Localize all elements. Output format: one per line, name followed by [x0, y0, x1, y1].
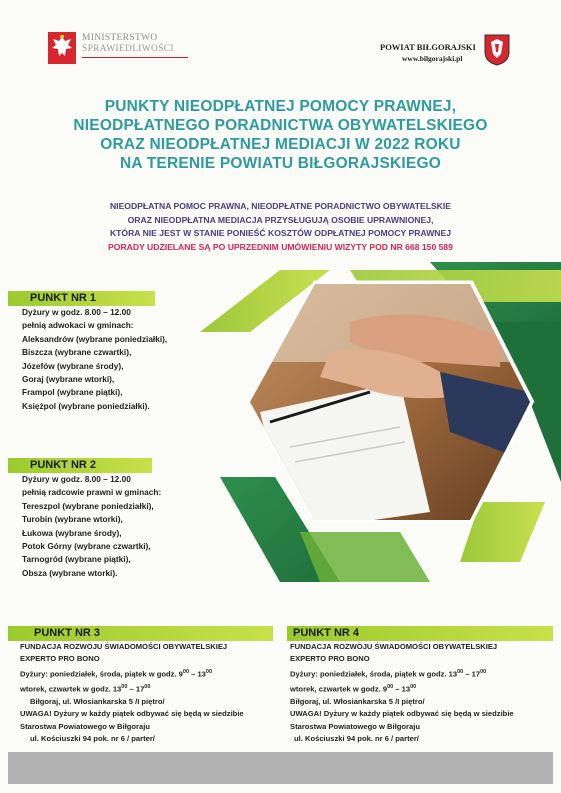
punkt-4-duty-1: Dyżury: poniedziałek, środa, piątek w godz. $13^{00} - 17^{00}$ [290, 668, 487, 679]
punkt-4-header [287, 626, 553, 641]
punkt-4-note: UWAGA! Dyżury w każdy piątek odbywać się będą w siedzibie [290, 709, 514, 719]
punkt-2-line: Tarnogród (wybrane piątki), [22, 554, 131, 565]
punkt-1-line: Biszcza (wybrane czwartki), [22, 347, 132, 358]
appointment-phone-note: PORADY UDZIELANE SĄ PO UPRZEDNIM UMÓWIENIU WIZYTY POD NR 668 150 589 [108, 241, 453, 252]
punkt-1-line: Księżpol (wybrane poniedziałki). [22, 400, 150, 411]
title-line4: NA TERENIE POWIATU BIŁGORAJSKIEGO [120, 155, 441, 172]
punkt-1-line: Aleksandrów (wybrane poniedziałki), [22, 333, 168, 344]
punkt-2-line: Dyżury w godz. 8.00 – 12.00 [22, 474, 131, 484]
punkt-3-org: FUNDACJA ROZWOJU ŚWIADOMOŚCI OBYWATELSKIEJ [20, 642, 228, 651]
punkt-1-line: Goraj (wybrane wtorki), [22, 374, 115, 385]
green-shape [300, 532, 430, 582]
punkt-4-details [290, 641, 514, 745]
punkt-3-duty-1: Dyżury: poniedziałek, środa, piątek w godz. $9^{00} - 13^{00}$ [20, 668, 213, 679]
punkt-2-header [8, 458, 152, 473]
punkt-3-address: Biłgoraj, ul. Włosiankarska 5 /I piętro/ [30, 696, 165, 706]
punkt-4-label: PUNKT NR 4 [293, 627, 360, 639]
intro-line2: ORAZ NIEODPŁATNA MEDIACJA PRZYSŁUGUJĄ OSOBIE UPRAWNIONEJ, [127, 214, 434, 225]
ministry-line2: SPRAWIEDLIWOŚCI [82, 44, 174, 54]
powiat-name: POWIAT BIŁGORAJSKI [380, 42, 476, 52]
punkt-1-header [8, 291, 155, 306]
punkt-3-note-address: ul. Kościuszki 94 pok. nr 6 / parter/ [30, 733, 155, 743]
punkt-4-org: FUNDACJA ROZWOJU ŚWIADOMOŚCI OBYWATELSKIEJ [290, 642, 498, 651]
punkt-3-org-name: EXPERTO PRO BONO [20, 654, 100, 664]
powiat-url: www.bilgorajski.pl [402, 54, 463, 63]
punkt-4-note-address: ul. Kościuszki 94 pok. nr 6 / parter/ [294, 733, 419, 743]
eagle-emblem-icon [48, 32, 76, 64]
intro-line1: NIEODPŁATNA POMOC PRAWNA, NIEODPŁATNE PORADNICTWO OBYWATELSKIE [109, 201, 452, 211]
punkt-1-line: Frampol (wybrane piątki), [22, 387, 123, 398]
title-line3: ORAZ NIEODPŁATNEJ MEDIACJI W 2022 ROKU [100, 136, 461, 153]
punkt-2-line: Obsza (wybrane wtorki). [22, 567, 118, 578]
punkt-2-line: Łukowa (wybrane środy), [22, 527, 122, 538]
punkt-2-label: PUNKT NR 2 [30, 459, 97, 471]
punkt-1-line: pełnią adwokaci w gminach: [22, 320, 134, 331]
intro-line3: KTÓRA NIE JEST W STANIE PONIEŚĆ KOSZTÓW ODPŁATNEJ POMOCY PRAWNEJ [109, 228, 452, 238]
punkt-2-line: pełnią radcowie prawni w gminach: [22, 487, 162, 498]
punkt-3-duty-2: wtorek, czwartek w godz. $13^{00} - 17^{00}$ [20, 683, 151, 694]
punkt-4-note: Starostwa Powiatowego w Biłgoraju [290, 721, 420, 731]
punkt-3-header [8, 626, 273, 641]
punkt-4-org-name: EXPERTO PRO BONO [290, 654, 370, 664]
punkt-1-label: PUNKT NR 1 [30, 292, 97, 304]
punkt-3-label: PUNKT NR 3 [34, 627, 101, 639]
ministry-name [82, 33, 174, 55]
ministry-divider [82, 57, 188, 58]
punkt-4-address: Biłgoraj, ul. Włosiankarska 5 /I piętro/ [290, 696, 425, 706]
intro-text [0, 200, 561, 254]
punkt-4-duty-2: wtorek, czwartek w godz. $9^{00} - 13^{00}$ [290, 683, 417, 694]
punkt-2-line: Turobin (wybrane wtorki), [22, 514, 123, 525]
ministry-line1: MINISTERSTWO [82, 33, 158, 43]
decorative-graphic [200, 262, 561, 592]
punkt-1-details [22, 306, 167, 413]
punkt-2-line: Tereszpol (wybrane poniedziałki), [22, 500, 154, 511]
powiat-crest-icon [484, 34, 510, 66]
punkt-2-details [22, 473, 161, 580]
punkt-1-line: Józefów (wybrane środy), [22, 360, 124, 371]
punkt-3-note: UWAGA! Dyżury w każdy piątek odbywać się będą w siedzibie [20, 709, 244, 719]
title-line2: NIEODPŁATNEGO PORADNICTWA OBYWATELSKIEGO [73, 117, 488, 134]
punkt-1-line: Dyżury w godz. 8.00 – 12.00 [22, 307, 131, 317]
punkt-3-details [20, 641, 244, 745]
punkt-3-note: Starostwa Powiatowego w Biłgoraju [20, 721, 150, 731]
punkt-2-line: Potok Górny (wybrane czwartki), [22, 541, 151, 552]
footer-band [8, 752, 553, 784]
page-title [0, 97, 561, 173]
title-line1: PUNKTY NIEODPŁATNEJ POMOCY PRAWNEJ, [104, 98, 457, 115]
